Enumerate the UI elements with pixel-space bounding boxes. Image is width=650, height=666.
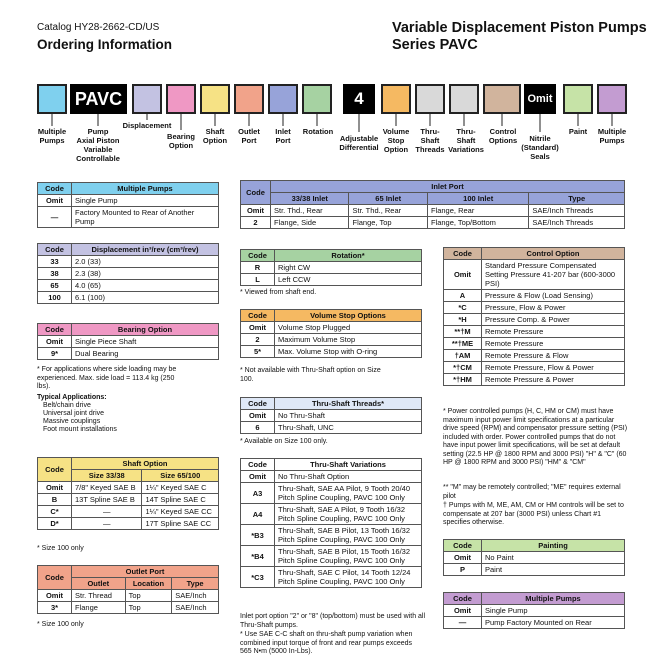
desc-cell: Left CCW <box>275 274 422 286</box>
desc-cell: 2.3 (38) <box>72 268 219 280</box>
code-cell: *C <box>444 302 482 314</box>
code-cell: †AM <box>444 350 482 362</box>
desc-cell: 1¼" Keyed SAE CC <box>142 506 219 518</box>
code-cell: R <box>241 262 275 274</box>
label-displacement: Displacement <box>122 121 172 130</box>
page-title-line2: Series PAVC <box>392 37 478 53</box>
desc-cell: Remote Pressure & Flow <box>482 350 625 362</box>
th-title: Rotation* <box>275 250 422 262</box>
desc-cell: Single Piece Shaft <box>72 336 219 348</box>
typical-applications-title: Typical Applications: <box>37 394 107 401</box>
code-cell: 3* <box>38 602 72 614</box>
typical-app-item: Foot mount installations <box>43 426 117 433</box>
desc-cell: Str. Thd., Rear <box>271 205 349 217</box>
desc-cell: Thru-Shaft, SAE AA Pilot, 9 Tooth 20/40 Pitch Spline Coupling, PAVC 100 Only <box>275 483 422 504</box>
code-cell: 9* <box>38 348 72 360</box>
control-note1: * Power controlled pumps (H, C, HM or CM) must have maximum input power limit specifications at a particular drive speed (RPM) and compensator pressure setting (PSI) included with order. Power controlled pumps that do not have input power limit specifications, will be set at default setting (22.5 HP @ 1800 RPM and 3000 PSI) "H" & "C" (60 HP @ 1800 RPM and 3000 PSI) "HM" & "CM" <box>443 408 628 466</box>
label-nitrile: Nitrile (Standard) Seals <box>521 134 559 161</box>
th-type: Type <box>172 578 219 590</box>
inlet-table <box>240 180 625 229</box>
desc-cell: SAE/Inch <box>172 590 219 602</box>
desc-cell: Remote Pressure & Power <box>482 374 625 386</box>
desc-cell: SAE/Inch Threads <box>529 205 625 217</box>
th-code: Code <box>444 248 482 260</box>
code-cell: 2 <box>241 217 271 229</box>
thru-threads-table <box>240 397 422 434</box>
th-title: Bearing Option <box>72 324 219 336</box>
desc-cell: Top <box>125 590 172 602</box>
th-code: Code <box>38 566 72 590</box>
desc-cell: Str. Thread <box>72 590 126 602</box>
code-cell: **†ME <box>444 338 482 350</box>
th-title: Thru-Shaft Threads* <box>275 398 422 410</box>
code-cell: Omit <box>241 410 275 422</box>
desc-cell: Single Pump <box>72 195 219 207</box>
desc-cell: Pressure & Flow (Load Sensing) <box>482 290 625 302</box>
volume-stop-note: * Not available with Thru-Shaft option on Size 100. <box>240 367 381 383</box>
desc-cell: Factory Mounted to Rear of Another Pump <box>72 207 219 228</box>
desc-cell: — <box>72 506 142 518</box>
desc-cell: Remote Pressure, Flow & Power <box>482 362 625 374</box>
thru-variations-note1: Inlet port option "2" or "8" (top/bottom) must be used with all Thru-Shaft pumps. <box>240 613 426 629</box>
th-inlet-65: 65 Inlet <box>349 193 427 205</box>
desc-cell: Paint <box>482 564 625 576</box>
th-title: Outlet Port <box>72 566 219 578</box>
desc-cell: SAE/Inch <box>172 602 219 614</box>
th-code: Code <box>241 310 275 322</box>
th-title: Volume Stop Options <box>275 310 422 322</box>
painting-table <box>443 539 625 576</box>
code-cell: *B3 <box>241 525 275 546</box>
rotation-box <box>302 84 332 114</box>
desc-cell: 6.1 (100) <box>72 292 219 304</box>
code-cell: 6 <box>241 422 275 434</box>
desc-cell: Thru-Shaft, SAE C Pilot, 14 Tooth 12/24 Pitch Spline Coupling, PAVC 100 Only <box>275 567 422 588</box>
th-title: Thru-Shaft Variations <box>275 459 422 471</box>
nitrile-seals-box: Omit <box>524 84 556 114</box>
desc-cell: Standard Pressure Compensated Setting Pressure 41-207 bar (600-3000 PSI) <box>482 260 625 290</box>
code-cell: D* <box>38 518 72 530</box>
code-cell: 33 <box>38 256 72 268</box>
desc-cell: Flange, Side <box>271 217 349 229</box>
desc-cell: 4.0 (65) <box>72 280 219 292</box>
desc-cell: Volume Stop Plugged <box>275 322 422 334</box>
th-code: Code <box>38 324 72 336</box>
volume-stop-box <box>381 84 411 114</box>
thru-variations-note2: * Use SAE C-C shaft on thru-shaft pump variation when combined input torque of front and rear pumps exceeds 565 N•m (5000 In-Lbs). <box>240 631 413 655</box>
desc-cell: Pressure, Flow & Power <box>482 302 625 314</box>
label-outlet: Outlet Port <box>238 127 260 145</box>
outlet-table <box>37 565 219 614</box>
desc-cell: Str. Thd., Rear <box>349 205 427 217</box>
code-cell: 100 <box>38 292 72 304</box>
desc-cell: Pressure Comp. & Power <box>482 314 625 326</box>
desc-cell: Thru-Shaft, SAE B Pilot, 13 Tooth 16/32 Pitch Spline Coupling, PAVC 100 Only <box>275 525 422 546</box>
desc-cell: No Paint <box>482 552 625 564</box>
desc-cell: Flange <box>72 602 126 614</box>
th-size-33-38: Size 33/38 <box>72 470 142 482</box>
th-title: Inlet Port <box>271 181 625 193</box>
desc-cell: No Thru-Shaft Option <box>275 471 422 483</box>
desc-cell: 7/8" Keyed SAE B <box>72 482 142 494</box>
th-title: Control Option <box>482 248 625 260</box>
control-note3: † Pumps with M, ME, AM, CM or HM controls will be set to compensate at 207 bar (3000 PSI) unless Chart #1 specifies otherwise. <box>443 502 624 526</box>
adjustable-differential-box: 4 <box>343 84 375 114</box>
th-code: Code <box>444 540 482 552</box>
th-title: Multiple Pumps <box>72 183 219 195</box>
desc-cell: Remote Pressure <box>482 338 625 350</box>
th-code: Code <box>241 181 271 205</box>
displacement-table <box>37 243 219 304</box>
multiple-pumps-rear-box <box>597 84 627 114</box>
label-rotation: Rotation <box>302 127 334 136</box>
code-cell: *†HM <box>444 374 482 386</box>
multiple-pumps-table <box>37 182 219 228</box>
displacement-box <box>132 84 162 114</box>
bearing-box <box>166 84 196 114</box>
desc-cell: Thru-Shaft, SAE A Pilot, 9 Tooth 16/32 Pitch Spline Coupling, PAVC 100 Only <box>275 504 422 525</box>
multiple-pumps-rear-table <box>443 592 625 629</box>
desc-cell: Flange, Top <box>349 217 427 229</box>
desc-cell: Thru-Shaft, UNC <box>275 422 422 434</box>
code-cell: A <box>444 290 482 302</box>
desc-cell: SAE/Inch Threads <box>529 217 625 229</box>
label-thru-variations: Thru- Shaft Variations <box>448 127 484 154</box>
th-title: Painting <box>482 540 625 552</box>
code-cell: Omit <box>38 336 72 348</box>
desc-cell: No Thru-Shaft <box>275 410 422 422</box>
pavc-box: PAVC <box>70 84 127 114</box>
code-cell: Omit <box>444 605 482 617</box>
th-size-65-100: Size 65/100 <box>142 470 219 482</box>
code-cell: Omit <box>38 590 72 602</box>
volume-stop-table <box>240 309 422 358</box>
catalog-number: Catalog HY28-2662-CD/US <box>37 22 160 33</box>
code-cell: C* <box>38 506 72 518</box>
code-cell: P <box>444 564 482 576</box>
code-cell: *†CM <box>444 362 482 374</box>
desc-cell: Max. Volume Stop with O-ring <box>275 346 422 358</box>
thru-shaft-variations-box <box>449 84 479 114</box>
th-code: Code <box>241 398 275 410</box>
code-cell: Omit <box>38 195 72 207</box>
th-code: Code <box>241 250 275 262</box>
typical-app-item: Belt/chain drive <box>43 402 91 409</box>
thru-threads-note: * Available on Size 100 only. <box>240 438 328 445</box>
label-adjustable: Adjustable Differential <box>339 134 379 152</box>
typical-app-item: Massive couplings <box>43 418 101 425</box>
desc-cell: Pump Factory Mounted on Rear <box>482 617 625 629</box>
desc-cell: 2.0 (33) <box>72 256 219 268</box>
rotation-note: * Viewed from shaft end. <box>240 289 317 296</box>
code-cell: *C3 <box>241 567 275 588</box>
desc-cell: 17T Spline SAE CC <box>142 518 219 530</box>
code-cell: — <box>444 617 482 629</box>
code-cell: *H <box>444 314 482 326</box>
code-cell: L <box>241 274 275 286</box>
th-title: Multiple Pumps <box>482 593 625 605</box>
desc-cell: Remote Pressure <box>482 326 625 338</box>
section-subtitle: Ordering Information <box>37 37 172 52</box>
thru-variations-table <box>240 458 422 588</box>
th-code: Code <box>38 183 72 195</box>
inlet-box <box>268 84 298 114</box>
th-inlet-33-38: 33/38 Inlet <box>271 193 349 205</box>
desc-cell: Flange, Rear <box>427 205 528 217</box>
th-title: Displacement in³/rev (cm³/rev) <box>72 244 219 256</box>
desc-cell: Single Pump <box>482 605 625 617</box>
code-cell: Omit <box>38 482 72 494</box>
bearing-note: * For applications where side loading may be experienced. Max. side load = 113.4 kg (250 lbs). <box>37 366 177 390</box>
desc-cell: Maximum Volume Stop <box>275 334 422 346</box>
desc-cell: Top <box>125 602 172 614</box>
th-outlet: Outlet <box>72 578 126 590</box>
th-code: Code <box>38 458 72 482</box>
control-box <box>483 84 521 114</box>
code-cell: A4 <box>241 504 275 525</box>
code-cell: A3 <box>241 483 275 504</box>
multiple-pumps-box <box>37 84 67 114</box>
label-shaft: Shaft Option <box>202 127 228 145</box>
label-pump: Pump Axial Piston Variable Controllable <box>76 127 120 163</box>
code-cell: Omit <box>241 205 271 217</box>
label-bearing: Bearing Option <box>167 132 195 150</box>
label-multiple-pumps: Multiple Pumps <box>37 127 67 145</box>
code-cell: Omit <box>241 471 275 483</box>
code-cell: 5* <box>241 346 275 358</box>
label-paint: Paint <box>568 127 588 136</box>
desc-cell: 14T Spline SAE C <box>142 494 219 506</box>
control-table <box>443 247 625 386</box>
code-cell: B <box>38 494 72 506</box>
paint-box <box>563 84 593 114</box>
rotation-table <box>240 249 422 286</box>
code-cell: Omit <box>444 260 482 290</box>
thru-shaft-threads-box <box>415 84 445 114</box>
th-inlet-100: 100 Inlet <box>427 193 528 205</box>
th-code: Code <box>38 244 72 256</box>
shaft-box <box>200 84 230 114</box>
code-cell: **†M <box>444 326 482 338</box>
label-inlet: Inlet Port <box>275 127 291 145</box>
code-cell: Omit <box>241 322 275 334</box>
shaft-note: * Size 100 only <box>37 545 84 552</box>
th-code: Code <box>444 593 482 605</box>
code-cell: — <box>38 207 72 228</box>
desc-cell: 1¼" Keyed SAE C <box>142 482 219 494</box>
control-note2: ** "M" may be remotely controlled; "ME" requires external pilot <box>443 484 621 500</box>
label-multiple-pumps-rear: Multiple Pumps <box>597 127 627 145</box>
label-thru-threads: Thru- Shaft Threads <box>415 127 445 154</box>
label-control: Control Options <box>488 127 518 145</box>
page-title-line1: Variable Displacement Piston Pumps <box>392 20 647 36</box>
code-cell: 2 <box>241 334 275 346</box>
desc-cell: 13T Spline SAE B <box>72 494 142 506</box>
desc-cell: Dual Bearing <box>72 348 219 360</box>
th-code: Code <box>241 459 275 471</box>
th-type: Type <box>529 193 625 205</box>
th-title: Shaft Option <box>72 458 219 470</box>
code-cell: 38 <box>38 268 72 280</box>
code-cell: 65 <box>38 280 72 292</box>
th-location: Location <box>125 578 172 590</box>
code-cell: *B4 <box>241 546 275 567</box>
shaft-table <box>37 457 219 530</box>
desc-cell: Flange, Top/Bottom <box>427 217 528 229</box>
typical-app-item: Universal joint drive <box>43 410 105 417</box>
bearing-table <box>37 323 219 360</box>
desc-cell: Right CW <box>275 262 422 274</box>
desc-cell: Thru-Shaft, SAE B Pilot, 15 Tooth 16/32 Pitch Spline Coupling, PAVC 100 Only <box>275 546 422 567</box>
desc-cell: — <box>72 518 142 530</box>
outlet-note: * Size 100 only <box>37 621 84 628</box>
label-volume-stop: Volume Stop Option <box>382 127 410 154</box>
outlet-box <box>234 84 264 114</box>
code-cell: Omit <box>444 552 482 564</box>
